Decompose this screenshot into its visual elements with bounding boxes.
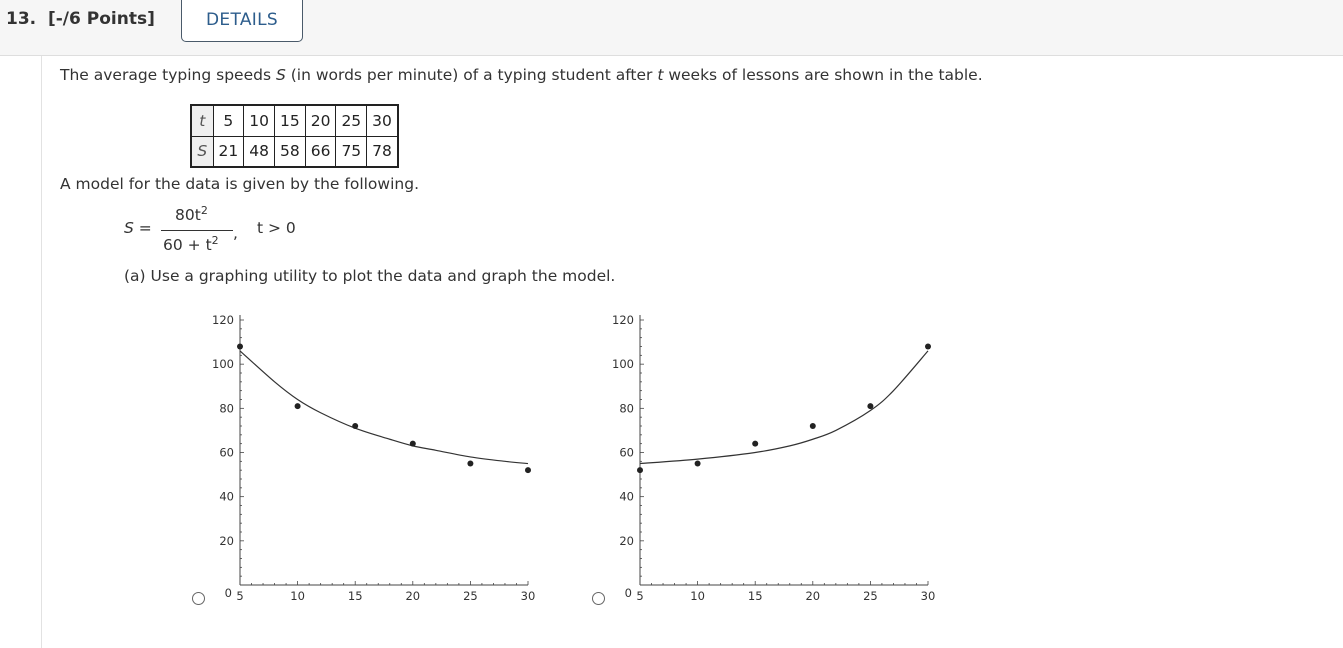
data-point	[295, 403, 301, 409]
y-tick-label: 60	[619, 445, 634, 460]
graph-choice-2	[600, 300, 945, 610]
y-tick-label: 20	[619, 533, 634, 548]
x-tick-label: 15	[347, 589, 363, 603]
x-tick-label: 10	[690, 589, 705, 603]
y-tick-label: 100	[612, 357, 634, 372]
part-a-prompt: (a) Use a graphing utility to plot the data and graph the model.	[124, 267, 616, 285]
question-title: 13. [-/6 Points]	[6, 9, 155, 29]
table-cell: 21	[213, 136, 244, 167]
model-curve	[640, 351, 928, 464]
data-table	[190, 104, 399, 168]
formula-numerator: $80t^2$	[175, 204, 208, 224]
data-point	[752, 441, 758, 447]
y-tick-label: 20	[219, 533, 234, 548]
details-button[interactable]: DETAILS	[181, 0, 303, 42]
table-cell: 30	[367, 105, 398, 136]
data-point	[352, 423, 358, 429]
x-tick-label: 25	[863, 589, 878, 603]
x-tick-label: 15	[747, 589, 763, 603]
data-point	[237, 344, 243, 350]
table-cell: 66	[305, 136, 336, 167]
origin-label: 0	[624, 586, 632, 600]
formula-condition: t > 0	[257, 219, 296, 237]
origin-label: 0	[224, 586, 232, 600]
graph-choice-1	[200, 300, 545, 610]
formula-comma: ,	[233, 224, 238, 242]
x-tick-label: 30	[920, 589, 936, 603]
fraction-bar	[161, 230, 233, 231]
x-tick-label: 10	[290, 589, 305, 603]
formula-denominator: $60 + t^2$	[163, 234, 219, 254]
table-cell: 25	[336, 105, 367, 136]
model-text: A model for the data is given by the following.	[60, 175, 419, 193]
data-point	[410, 441, 416, 447]
table-cell: 5	[213, 105, 244, 136]
table-header-t: t	[191, 105, 213, 136]
x-tick-label: 20	[405, 589, 421, 603]
data-point	[695, 461, 701, 467]
data-point	[467, 461, 473, 467]
y-tick-label: 40	[219, 489, 234, 504]
y-tick-label: 80	[219, 401, 234, 416]
x-tick-label: 25	[463, 589, 478, 603]
table-header-s: S	[191, 136, 213, 167]
table-cell: 58	[274, 136, 305, 167]
problem-intro: The average typing speeds S (in words per minute) of a typing student after t weeks of lessons are shown in the table.	[60, 66, 983, 84]
x-tick-label: 5	[636, 589, 644, 603]
table-row-t	[191, 105, 398, 136]
question-header	[0, 0, 1343, 56]
y-tick-label: 120	[612, 313, 634, 327]
y-tick-label: 60	[219, 445, 234, 460]
content-left-border	[41, 56, 42, 648]
x-tick-label: 5	[236, 589, 244, 603]
table-cell: 20	[305, 105, 336, 136]
data-point	[810, 423, 816, 429]
table-cell: 75	[336, 136, 367, 167]
y-tick-label: 120	[212, 313, 234, 327]
table-cell: 10	[244, 105, 275, 136]
y-tick-label: 40	[619, 489, 634, 504]
data-point	[925, 344, 931, 350]
table-cell: 78	[367, 136, 398, 167]
model-curve	[240, 351, 528, 464]
y-tick-label: 80	[619, 401, 634, 416]
data-point	[525, 467, 531, 473]
x-tick-label: 20	[805, 589, 821, 603]
formula-lhs: S =	[124, 219, 152, 237]
x-tick-label: 30	[520, 589, 536, 603]
data-point	[637, 467, 643, 473]
table-cell: 15	[274, 105, 305, 136]
data-point	[867, 403, 873, 409]
y-tick-label: 100	[212, 357, 234, 372]
table-cell: 48	[244, 136, 275, 167]
table-row-s	[191, 136, 398, 167]
